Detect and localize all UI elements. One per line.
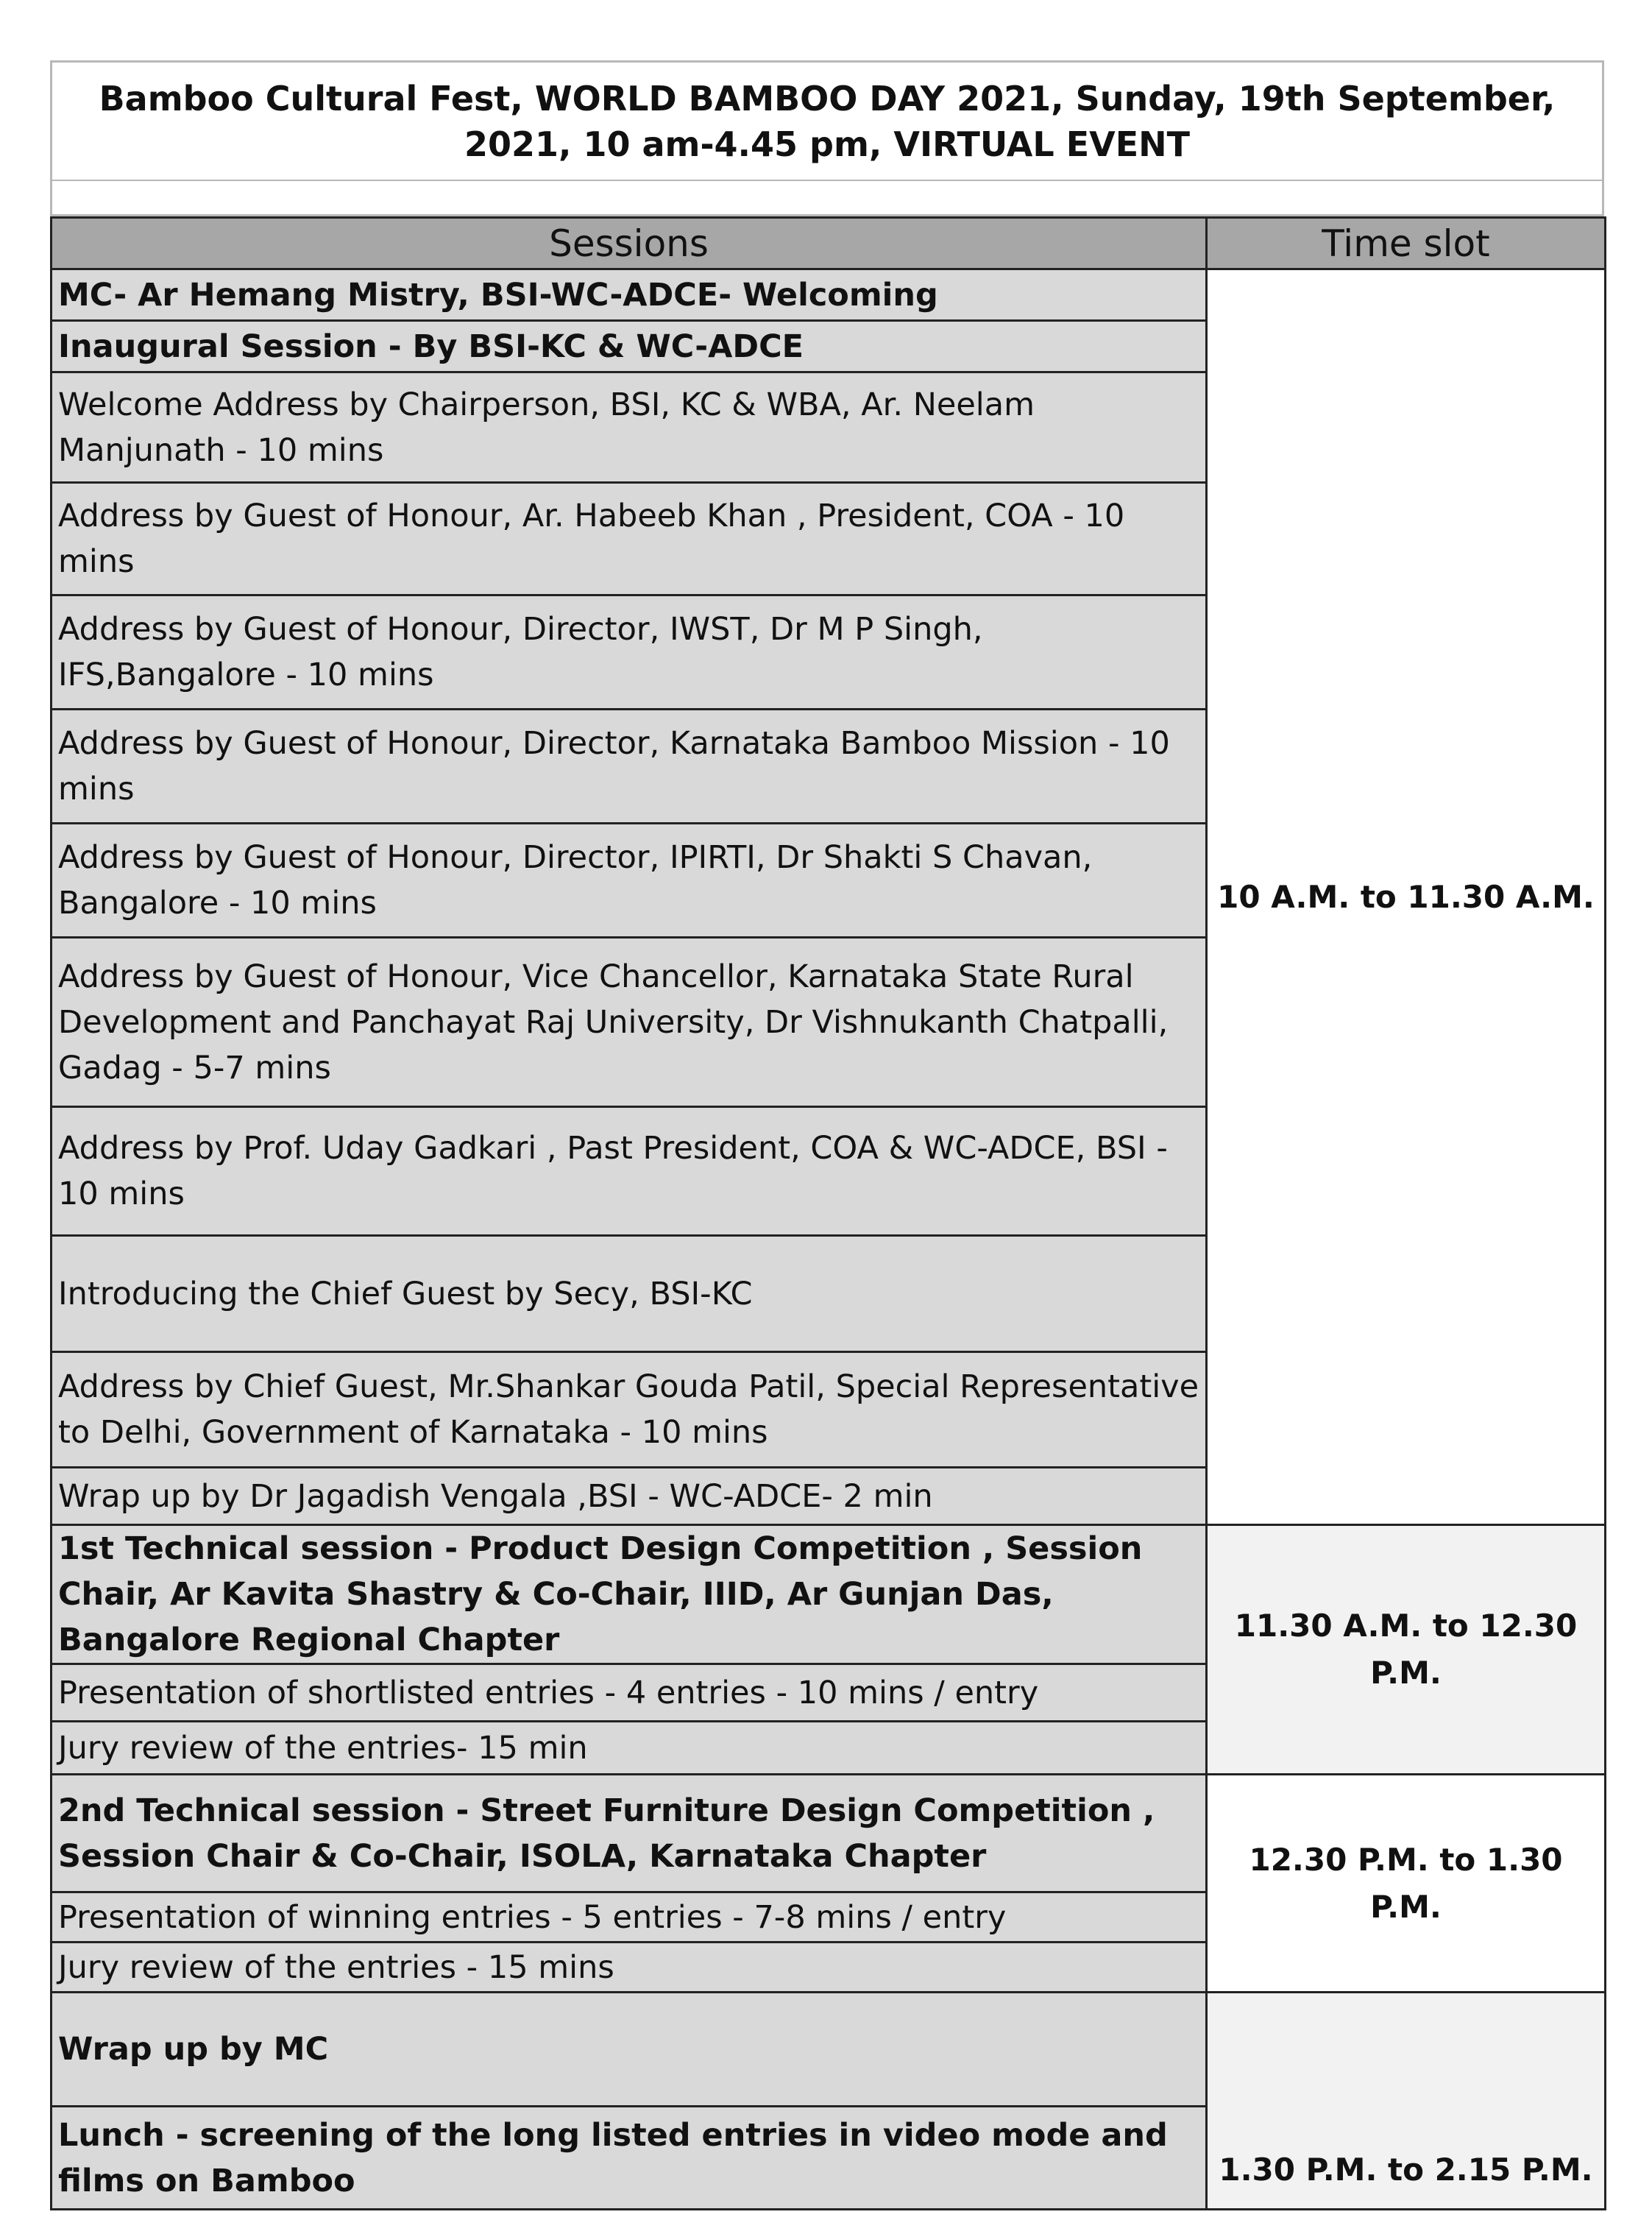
session-cell: Jury review of the entries - 15 mins (52, 1943, 1207, 1993)
session-cell: 1st Technical session - Product Design Competition , Session Chair, Ar Kavita Shastry & Co-Chair, IIID, Ar Gunjan Das, Bangalore Regional Chapter (52, 1525, 1207, 1664)
time-slot-cell: 10 A.M. to 11.30 A.M. (1207, 269, 1606, 1525)
event-title-line-2: 2021, 10 am-4.45 pm, VIRTUAL EVENT (464, 124, 1191, 164)
table-row (52, 1993, 1606, 2107)
session-cell: MC- Ar Hemang Mistry, BSI-WC-ADCE- Welcoming (52, 269, 1207, 321)
session-cell: Address by Guest of Honour, Director, Karnataka Bamboo Mission - 10 mins (52, 710, 1207, 824)
table-row (52, 269, 1606, 321)
session-cell: Presentation of winning entries - 5 entries - 7-8 mins / entry (52, 1892, 1207, 1943)
time-slot-cell: 1.30 P.M. to 2.15 P.M. (1207, 1993, 1606, 2210)
session-cell: Presentation of shortlisted entries - 4 entries - 10 mins / entry (52, 1664, 1207, 1722)
session-cell: Jury review of the entries- 15 min (52, 1722, 1207, 1775)
session-cell: Inaugural Session - By BSI-KC & WC-ADCE (52, 321, 1207, 372)
session-cell: Lunch - screening of the long listed entries in video mode and films on Bamboo (52, 2107, 1207, 2210)
session-cell: Address by Guest of Honour, Ar. Habeeb Khan , President, COA - 10 mins (52, 483, 1207, 595)
session-cell: Welcome Address by Chairperson, BSI, KC & WBA, Ar. Neelam Manjunath - 10 mins (52, 372, 1207, 483)
session-cell: Address by Guest of Honour, Director, IPIRTI, Dr Shakti S Chavan, Bangalore - 10 mins (52, 824, 1207, 938)
event-title-line-1: Bamboo Cultural Fest, WORLD BAMBOO DAY 2021, Sunday, 19th September, (99, 79, 1556, 119)
session-cell: Address by Chief Guest, Mr.Shankar Gouda Patil, Special Representative to Delhi, Government of Karnataka - 10 mins (52, 1352, 1207, 1468)
header-time-slot: Time slot (1207, 218, 1606, 269)
session-cell: Wrap up by MC (52, 1993, 1207, 2107)
empty-row (50, 181, 1604, 216)
time-slot-cell: 11.30 A.M. to 12.30 P.M. (1207, 1525, 1606, 1775)
table-row (52, 1775, 1606, 1892)
schedule-table (50, 216, 1606, 2210)
event-title (50, 60, 1604, 181)
table-row (52, 1525, 1606, 1664)
session-cell: Address by Guest of Honour, Vice Chancellor, Karnataka State Rural Development and Panchayat Raj University, Dr Vishnukanth Chatpalli, Gadag - 5-7 mins (52, 938, 1207, 1107)
session-cell: Address by Guest of Honour, Director, IWST, Dr M P Singh, IFS,Bangalore - 10 mins (52, 595, 1207, 710)
header-sessions: Sessions (52, 218, 1207, 269)
session-cell: Introducing the Chief Guest by Secy, BSI-KC (52, 1236, 1207, 1352)
table-header-row (52, 218, 1606, 269)
session-cell: Address by Prof. Uday Gadkari , Past President, COA & WC-ADCE, BSI - 10 mins (52, 1107, 1207, 1236)
time-slot-cell: 12.30 P.M. to 1.30 P.M. (1207, 1775, 1606, 1993)
session-cell: 2nd Technical session - Street Furniture Design Competition , Session Chair & Co-Chair, ISOLA, Karnataka Chapter (52, 1775, 1207, 1892)
schedule-sheet (50, 60, 1604, 2210)
session-cell: Wrap up by Dr Jagadish Vengala ,BSI - WC-ADCE- 2 min (52, 1468, 1207, 1525)
